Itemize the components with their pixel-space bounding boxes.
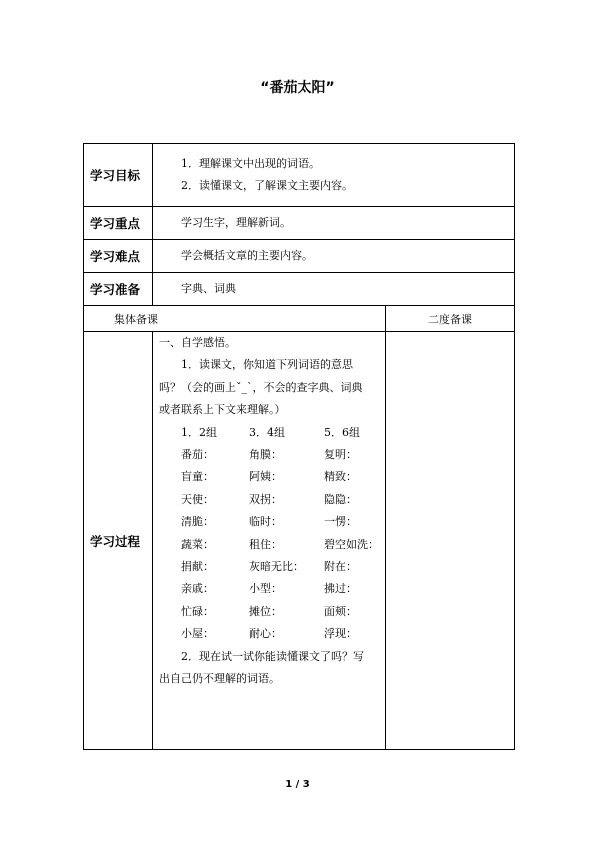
word: 拂过： <box>324 582 357 596</box>
word: 浮现： <box>324 627 357 641</box>
key-points-line: 学习生字，理解新词。 <box>181 216 291 229</box>
word: 面颊： <box>324 604 357 618</box>
group-header-row <box>159 422 379 444</box>
group-label: 3．4组 <box>249 425 285 439</box>
page-title: “番茄太阳” <box>260 80 335 96</box>
word-row <box>159 601 379 623</box>
label-process: 学习过程 <box>84 332 153 750</box>
row-difficulties <box>84 240 515 273</box>
word: 附在： <box>324 560 357 574</box>
label-preparation: 学习准备 <box>84 273 153 306</box>
word: 隐隐： <box>324 492 357 506</box>
word-row <box>159 444 379 466</box>
second-prep-notes <box>386 332 515 750</box>
task2-line: 出自己仍不理解的词语。 <box>159 672 280 686</box>
row-objectives <box>84 144 515 207</box>
word: 清脆： <box>181 515 214 529</box>
word: 临时： <box>249 515 282 529</box>
content-objectives <box>153 144 515 207</box>
word: 盲童： <box>181 470 214 484</box>
header-second-prep: 二度备课 <box>386 306 515 332</box>
word: 忙碌： <box>181 604 214 618</box>
task2-line: 2．现在试一试你能读懂课文了吗？写 <box>181 649 364 663</box>
word: 双拐： <box>249 492 282 506</box>
task1-line: 或者联系上下文来理解。） <box>159 403 286 417</box>
content-preparation <box>153 273 515 306</box>
word: 捐献： <box>181 560 214 574</box>
word-row <box>159 511 379 533</box>
word: 小屋： <box>181 627 214 641</box>
content-difficulties <box>153 240 515 273</box>
task1-line: 吗？（会的画上ˇ_ˋ，不会的查字典、词典 <box>159 380 363 394</box>
word-row <box>159 534 379 556</box>
row-process <box>84 332 515 750</box>
row-header <box>84 306 515 332</box>
objective-line: 1．理解课文中出现的词语。 <box>181 157 320 170</box>
word: 亲戚： <box>181 582 214 596</box>
row-key-points <box>84 207 515 240</box>
word: 番茄： <box>181 448 214 462</box>
label-objectives: 学习目标 <box>84 144 153 207</box>
word: 一愣： <box>324 515 357 529</box>
page-number: 1 / 3 <box>285 779 310 790</box>
label-difficulties: 学习难点 <box>84 240 153 273</box>
word: 复明： <box>324 448 357 462</box>
lesson-plan-table <box>83 143 515 750</box>
word: 阿姨： <box>249 470 282 484</box>
word-row <box>159 489 379 511</box>
word: 蔬菜： <box>181 537 214 551</box>
word-row <box>159 578 379 600</box>
header-collective-prep: 集体备课 <box>84 306 386 332</box>
word: 精致： <box>324 470 357 484</box>
content-process <box>153 332 386 750</box>
word: 灰暗无比： <box>249 560 304 574</box>
section-heading: 一、自学感悟。 <box>159 336 236 349</box>
word-row <box>159 623 379 645</box>
word: 天使： <box>181 492 214 506</box>
objective-line: 2．读懂课文，了解课文主要内容。 <box>181 179 353 192</box>
row-preparation <box>84 273 515 306</box>
difficulties-line: 学会概括文章的主要内容。 <box>181 249 313 262</box>
task1-line: 1．读课文，你知道下列词语的意思 <box>181 358 353 372</box>
word: 租住： <box>249 537 282 551</box>
word: 耐心： <box>249 627 282 641</box>
group-label: 1．2组 <box>181 425 217 439</box>
word: 碧空如洗： <box>324 537 379 551</box>
word-grid <box>159 422 379 646</box>
label-key-points: 学习重点 <box>84 207 153 240</box>
content-key-points <box>153 207 515 240</box>
word: 摊位： <box>249 604 282 618</box>
word: 角膜： <box>249 448 282 462</box>
word-row <box>159 556 379 578</box>
preparation-line: 字典、词典 <box>181 282 236 295</box>
word-row <box>159 466 379 488</box>
word: 小型： <box>249 582 282 596</box>
group-label: 5．6组 <box>324 425 360 439</box>
